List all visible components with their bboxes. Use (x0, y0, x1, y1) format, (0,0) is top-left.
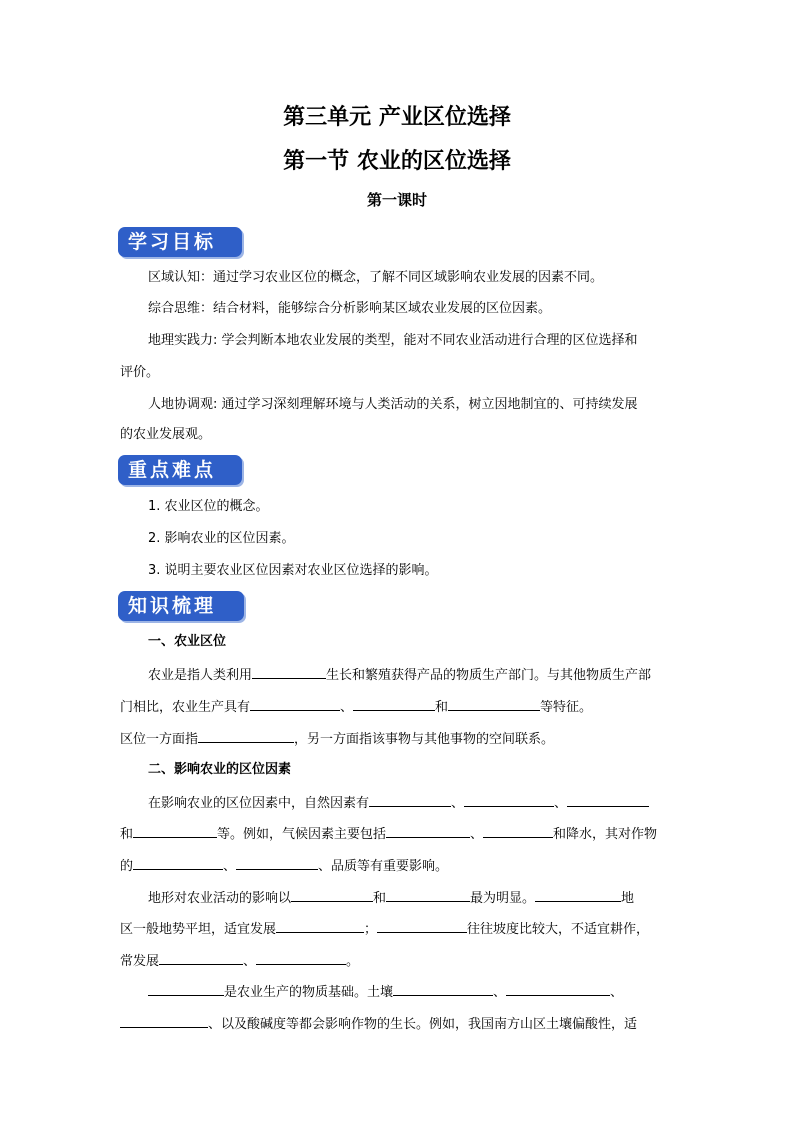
text: 等特征。 (540, 700, 593, 715)
section-heading-location-factors: 二、影响农业的区位因素 (148, 762, 292, 777)
fill-blank[interactable] (236, 855, 318, 870)
fill-blank[interactable] (256, 950, 346, 965)
text: 在影响农业的区位因素中，自然因素有 (148, 796, 370, 811)
lesson-title: 第一课时 (366, 191, 427, 209)
text: 、 (470, 827, 484, 842)
text: 最为明显。 (470, 891, 536, 906)
text: 农业是指人类利用 (148, 668, 253, 683)
fill-blank[interactable] (198, 728, 294, 743)
paragraph-line (120, 1013, 680, 1035)
text: 和降水，其对作物 (553, 827, 658, 842)
paragraph-line (120, 855, 680, 877)
text: 区一般地势平坦，适宜发展 (120, 922, 277, 937)
goal-integrated-thinking: 综合思维：结合材料，能够综合分析影响某区域农业发展的区位因素。 (148, 301, 552, 316)
text: 是农业生产的物质基础。土壤 (224, 985, 394, 1000)
text: 、 (493, 985, 507, 1000)
paragraph-line (120, 823, 680, 845)
text: 和 (373, 891, 387, 906)
paragraph-line (148, 981, 680, 1003)
text: 、 (243, 954, 257, 969)
fill-blank[interactable] (377, 918, 467, 933)
text: 。 (346, 954, 360, 969)
fill-blank[interactable] (252, 664, 326, 679)
text: 的 (120, 859, 134, 874)
text: 和 (435, 700, 449, 715)
key-point-item: 2. 影响农业的区位因素。 (148, 531, 295, 546)
paragraph-line (120, 950, 680, 972)
fill-blank[interactable] (133, 823, 217, 838)
fill-blank[interactable] (483, 823, 553, 838)
fill-blank[interactable] (386, 887, 470, 902)
unit-title: 第三单元 产业区位选择 (283, 105, 511, 130)
text: 地形对农业活动的影响以 (148, 891, 292, 906)
text: 生长和繁殖获得产品的物质生产部门。与其他物质生产部 (326, 668, 652, 683)
learning-goals-banner: 学习目标 (118, 227, 242, 257)
paragraph-line (148, 664, 680, 686)
goal-regional-cognition: 区域认知：通过学习农业区位的概念，了解不同区域影响农业发展的因素不同。 (148, 270, 604, 285)
fill-blank[interactable] (353, 696, 435, 711)
paragraph-line (120, 728, 680, 750)
fill-blank[interactable] (386, 823, 470, 838)
text: 和 (120, 827, 134, 842)
paragraph-line (120, 696, 680, 718)
goal-harmony-line2: 的农业发展观。 (120, 427, 212, 442)
fill-blank[interactable] (369, 792, 451, 807)
text: 、 (340, 700, 354, 715)
fill-blank[interactable] (448, 696, 540, 711)
text: 区位一方面指 (120, 732, 199, 747)
fill-blank[interactable] (567, 792, 649, 807)
fill-blank[interactable] (133, 855, 223, 870)
text: 、以及酸碱度等都会影响作物的生长。例如，我国南方山区土壤偏酸性，适 (208, 1017, 638, 1032)
text: 、 (610, 985, 624, 1000)
goal-practice-line1: 地理实践力: 学会判断本地农业发展的类型，能对不同农业活动进行合理的区位选择和 (148, 333, 638, 348)
fill-blank[interactable] (276, 918, 364, 933)
text: 、品质等有重要影响。 (318, 859, 449, 874)
paragraph-line (120, 918, 680, 940)
key-point-item: 3. 说明主要农业区位因素对农业区位选择的影响。 (148, 563, 438, 578)
text: ，另一方面指该事物与其他事物的空间联系。 (294, 732, 555, 747)
text: 往往坡度比较大，不适宜耕作， (467, 922, 650, 937)
goal-practice-line2: 评价。 (120, 365, 160, 380)
fill-blank[interactable] (250, 696, 340, 711)
paragraph-line (148, 887, 680, 909)
key-points-banner: 重点难点 (118, 455, 242, 485)
text: 门相比，农业生产具有 (120, 700, 251, 715)
fill-blank[interactable] (120, 1013, 208, 1028)
text: ； (364, 922, 378, 937)
goal-harmony-line1: 人地协调观: 通过学习深刻理解环境与人类活动的关系，树立因地制宜的、可持续发展 (148, 397, 638, 412)
text: 、 (223, 859, 237, 874)
fill-blank[interactable] (464, 792, 554, 807)
fill-blank[interactable] (291, 887, 373, 902)
fill-blank[interactable] (506, 981, 610, 996)
paragraph-line (148, 792, 680, 814)
section-heading-agri-location: 一、农业区位 (148, 634, 227, 649)
fill-blank[interactable] (535, 887, 621, 902)
text: 、 (554, 796, 568, 811)
text: 、 (451, 796, 465, 811)
text: 地 (621, 891, 635, 906)
key-point-item: 1. 农业区位的概念。 (148, 499, 269, 514)
fill-blank[interactable] (159, 950, 243, 965)
fill-blank[interactable] (148, 981, 224, 996)
fill-blank[interactable] (393, 981, 493, 996)
section-title: 第一节 农业的区位选择 (283, 149, 511, 174)
text: 常发展 (120, 954, 160, 969)
knowledge-review-banner: 知识梳理 (118, 591, 244, 621)
text: 等。例如，气候因素主要包括 (217, 827, 387, 842)
